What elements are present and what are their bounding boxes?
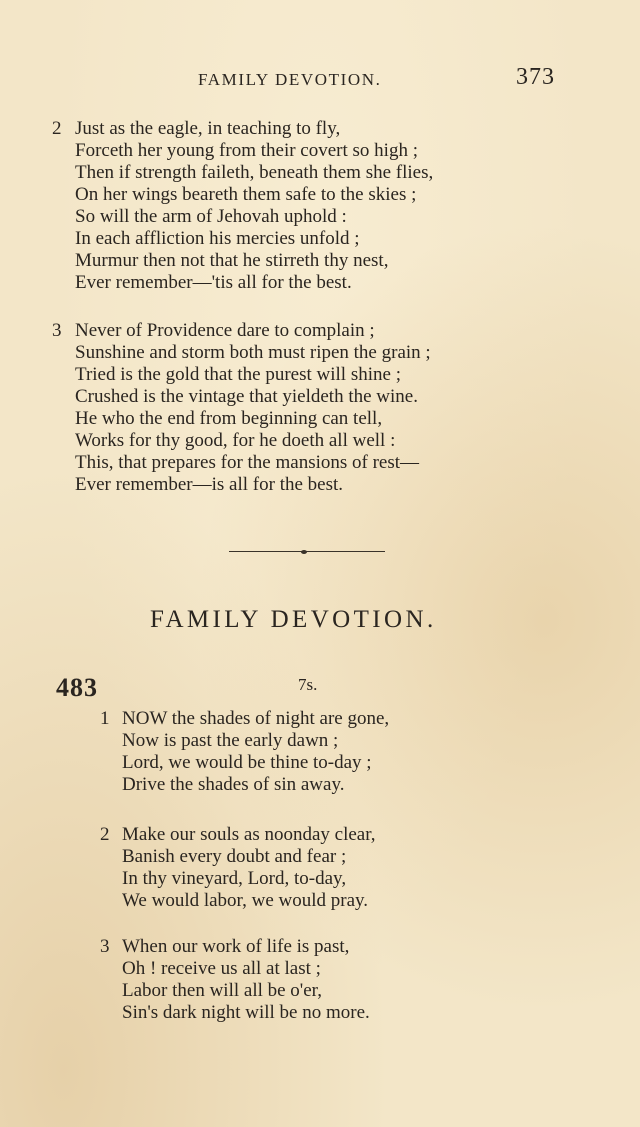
verse-line: This, that prepares for the mansions of rest— (75, 452, 420, 473)
verse-line: Oh ! receive us all at last ; (122, 958, 321, 979)
verse-line: We would labor, we would pray. (122, 890, 369, 911)
verse-line: On her wings beareth them safe to the skies ; (75, 184, 417, 205)
verse-line: Crushed is the vintage that yieldeth the wine. (75, 386, 418, 407)
stanza-number: 2 (52, 118, 62, 139)
stanza-number: 2 (100, 824, 110, 845)
verse-line: Ever remember—is all for the best. (75, 474, 344, 495)
verse-line: Murmur then not that he stirreth thy nest, (75, 250, 389, 271)
verse-line: Just as the eagle, in teaching to fly, (75, 118, 341, 139)
stanza-lines (122, 936, 370, 1024)
verse-line: So will the arm of Jehovah uphold : (75, 206, 347, 227)
stanza-lines (75, 118, 433, 294)
page-header (0, 64, 640, 94)
verse-line: NOW the shades of night are gone, (122, 708, 390, 729)
verse-line: Then if strength faileth, beneath them she flies, (75, 162, 434, 183)
verse-line: Forceth her young from their covert so high ; (75, 140, 418, 161)
prev-hymn-stanza-3 (52, 320, 612, 500)
verse-line: When our work of life is past, (122, 936, 350, 957)
verse-line: Make our souls as noonday clear, (122, 824, 376, 845)
verse-line: He who the end from beginning can tell, (75, 408, 383, 429)
hymn-stanza-1 (100, 708, 600, 800)
verse-line: Now is past the early dawn ; (122, 730, 339, 751)
verse-line: Works for thy good, for he doeth all well : (75, 430, 396, 451)
page-number: 373 (516, 64, 555, 90)
verse-line: Sunshine and storm both must ripen the grain ; (75, 342, 431, 363)
verse-line: Never of Providence dare to complain ; (75, 320, 375, 341)
hymn-number: 483 (56, 673, 98, 702)
hymn-stanza-3 (100, 936, 600, 1028)
running-head: FAMILY DEVOTION. (198, 70, 382, 89)
verse-line: In each affliction his mercies unfold ; (75, 228, 360, 249)
stanza-lines (122, 708, 389, 796)
stanza-lines (75, 320, 431, 496)
hymn-stanza-2 (100, 824, 600, 916)
hymn-meter: 7s. (298, 675, 318, 694)
verse-line: Sin's dark night will be no more. (122, 1002, 370, 1023)
verse-line: Ever remember—'tis all for the best. (75, 272, 352, 293)
verse-line: Lord, we would be thine to-day ; (122, 752, 372, 773)
section-divider (229, 551, 385, 554)
stanza-number: 3 (100, 936, 110, 957)
stanza-number: 1 (100, 708, 110, 729)
section-title: FAMILY DEVOTION. (150, 606, 437, 633)
stanza-lines (122, 824, 376, 912)
verse-line: Tried is the gold that the purest will shine ; (75, 364, 401, 385)
verse-line: Banish every doubt and fear ; (122, 846, 347, 867)
verse-line: In thy vineyard, Lord, to-day, (122, 868, 347, 889)
verse-line: Drive the shades of sin away. (122, 774, 345, 795)
verse-line: Labor then will all be o'er, (122, 980, 322, 1001)
stanza-number: 3 (52, 320, 62, 341)
prev-hymn-stanza-2 (52, 118, 612, 298)
divider-ornament (301, 550, 307, 554)
